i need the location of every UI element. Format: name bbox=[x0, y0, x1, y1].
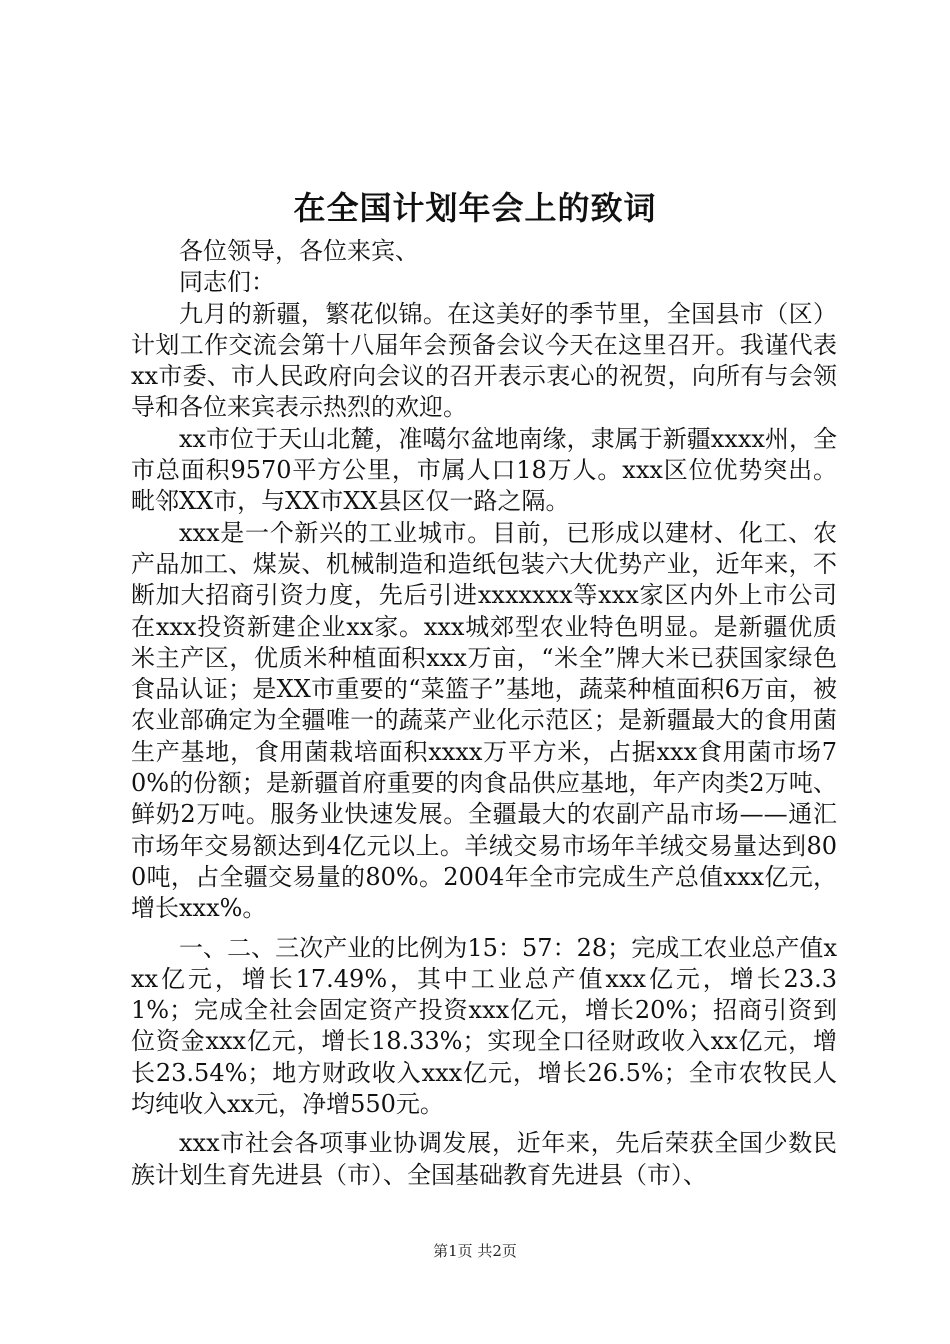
salutation-line: 同志们： bbox=[179, 268, 275, 297]
document-title: 在全国计划年会上的致词 bbox=[293, 189, 657, 227]
body-paragraph: 一、二、三次产业的比例为15：57：28；完成工农业总产值xxx亿元，增长17.49%，其中工业总产值xxx亿元，增长23.31%；完成全社会固定资产投资xxx亿元，增长20%；招商引资到位资金xxx亿元，增长18.33%；实现全口径财政收入xx亿元，增长23.54%；地方财政收入xxx亿元，增长26.5%；全市农牧民人均纯收入xx元，净增550元。 bbox=[131, 933, 837, 1119]
salutation-line: 各位领导，各位来宾、 bbox=[179, 237, 419, 265]
body-paragraph: 九月的新疆，繁花似锦。在这美好的季节里，全国县市（区）计划工作交流会第十八届年会预备会议今天在这里召开。我谨代表xx市委、市人民政府向会议的召开表示衷心的祝贺，向所有与会领导和各位来宾表示热烈的欢迎。 bbox=[131, 299, 837, 422]
document-body bbox=[131, 236, 837, 1191]
body-paragraph: xx市位于天山北麓，准噶尔盆地南缘，隶属于新疆xxxx州，全市总面积9570平方公里，市属人口18万人。xxx区位优势突出。毗邻XX市，与XX市XX县区仅一路之隔。 bbox=[131, 424, 837, 516]
body-paragraph: xxx是一个新兴的工业城市。目前，已形成以建材、化工、农产品加工、煤炭、机械制造和造纸包装六大优势产业，近年来，不断加大招商引资力度，先后引进xxxxxxx等xxx家区内外上市公司在xxx投资新建企业xx家。xxx城郊型农业特色明显。是新疆优质米主产区，优质米种植面积xxx万亩，“米全”牌大米已获国家绿色食品认证；是XX市重要的“菜篮子”基地，蔬菜种植面积6万亩，被农业部确定为全疆唯一的蔬菜产业化示范区；是新疆最大的食用菌生产基地，食用菌栽培面积xxxx万平方米，占据xxx食用菌市场70%的份额；是新疆首府重要的肉食品供应基地，年产肉类2万吨、鲜奶2万吨。服务业快速发展。全疆最大的农副产品市场——通汇市场年交易额达到4亿元以上。羊绒交易市场年羊绒交易量达到800吨，占全疆交易量的80%。2004年全市完成生产总值xxx亿元，增长xxx%。 bbox=[131, 518, 837, 923]
body-paragraph: xxx市社会各项事业协调发展，近年来，先后荣获全国少数民族计划生育先进县（市）、全国基础教育先进县（市）、 bbox=[131, 1129, 837, 1189]
page-footer: 第1页 共2页 bbox=[433, 1242, 517, 1260]
